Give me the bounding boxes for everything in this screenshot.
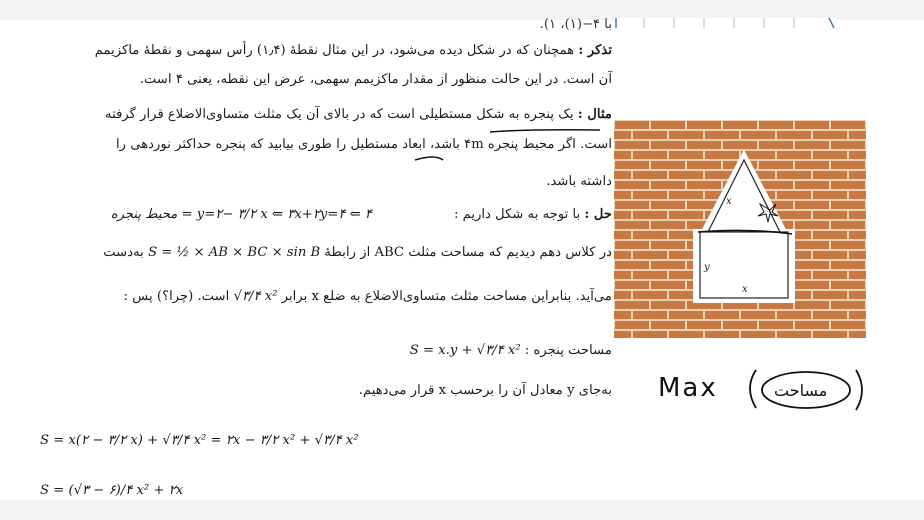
- solution-line3-end: است. (چرا؟) پس :: [123, 289, 230, 304]
- note-paragraph-line1: [40, 40, 612, 62]
- example-line3: داشته باشد.: [546, 174, 612, 189]
- label-y: y: [704, 262, 710, 273]
- window-figure: [614, 120, 866, 338]
- area-label: مساحت پنجره :: [524, 343, 612, 358]
- solution-line3: [40, 286, 612, 308]
- solution-line2-text: در کلاس دهم دیدیم که مساحت مثلث ABC از رابطهٔ: [324, 245, 612, 260]
- triangle-area-formula: S = ½ × AB × BC × sin B: [148, 245, 321, 260]
- label-triangle-x: x: [726, 196, 732, 207]
- solution-label: حل :: [584, 207, 612, 222]
- handwritten-max: Max: [658, 373, 718, 403]
- handwritten-area-word: مساحت: [774, 381, 828, 400]
- label-base-x: x: [742, 284, 748, 295]
- area-line: [40, 340, 612, 362]
- handwritten-underlines: [340, 112, 620, 182]
- note-label: تذکر :: [578, 43, 612, 58]
- handwritten-annotation: [656, 360, 876, 420]
- example-label: مثال :: [577, 107, 612, 122]
- note-paragraph-line2: آن است. در این حالت منظور از مقدار ماکزیمم سهمی، عرض این نقطه، یعنی ۴ است.: [139, 72, 612, 87]
- underline-perimeter: [415, 157, 443, 160]
- solution-line3-text: می‌آید. بنابراین مساحت مثلث متساوی‌الاضلاع به ضلع x برابر: [281, 289, 612, 304]
- solution-text-1: با توجه به شکل داریم :: [453, 207, 585, 222]
- area-formula: S = x.y + √۳/۴ x²: [409, 343, 521, 358]
- equilateral-area: √۳/۴ x²: [233, 289, 278, 304]
- note-text-1: همچنان که در شکل دیده می‌شود، در این مثال نقطهٔ (۱٫۴) رأس سهمی و نقطهٔ ماکزیمم: [94, 43, 579, 58]
- text-column: [40, 14, 612, 504]
- solution-line2: [40, 242, 612, 264]
- example-text-1: یک پنجره به شکل مستطیلی است که در بالای آن یک مثلث متساوی‌الاضلاع قرار گرفته: [105, 107, 578, 122]
- formula-last: S = (√۳ − ۶)/۴ x² + ۲x: [40, 483, 184, 498]
- solution-line2-end: به‌دست: [103, 245, 144, 260]
- substitute-line: به‌جای y معادل آن را برحسب x قرار می‌دهیم.: [358, 383, 612, 398]
- solution-formula1: y=۲− ۳/۲ x ⇐ ۳x+۲y=۴ ⇐ ۴ = محیط پنجره: [110, 207, 372, 222]
- underline-equilateral: [490, 130, 600, 132]
- top-figure-fragment: [614, 18, 836, 30]
- example-line2: است. اگر محیط پنجره ۴m باشد، ابعاد مستطیل را طوری بیابید که پنجره حداکثر نوردهی را: [115, 137, 612, 152]
- formula-long: S = x(۲ − ۳/۲ x) + √۳/۴ x² = ۲x − ۳/۲ x² + √۳/۴ x²: [40, 433, 359, 448]
- top-fragment: با ۴−(۱)، ۱).: [539, 17, 612, 32]
